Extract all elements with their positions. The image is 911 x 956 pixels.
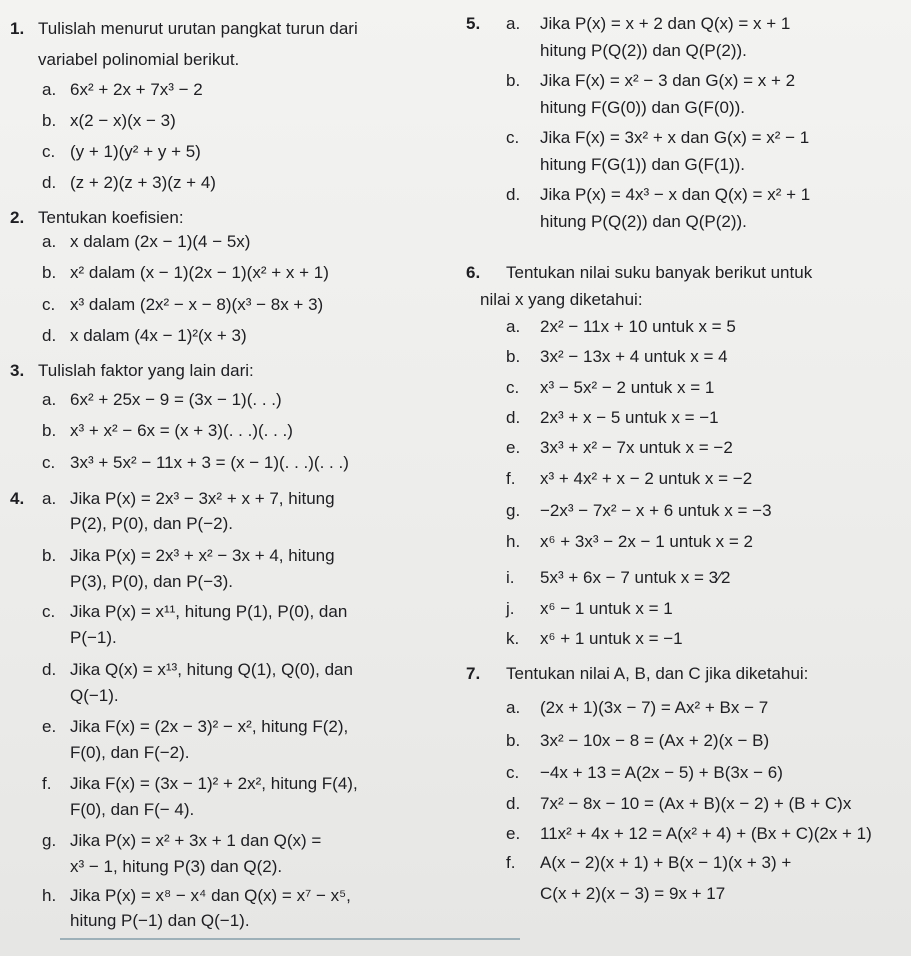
item-text: x dalam (4x − 1)²(x + 3) (70, 326, 247, 345)
item-label: f. (506, 853, 516, 872)
exercise-line (0, 856, 455, 878)
item-text: 7x² − 8x − 10 = (Ax + B)(x − 2) + (B + C)x (540, 794, 852, 813)
item-label: a. (506, 317, 521, 336)
item-text: Tulislah menurut urutan pangkat turun dari (38, 19, 358, 38)
exercise-line (0, 545, 455, 567)
question-number: 3. (10, 361, 25, 380)
item-text: Jika P(x) = 2x³ − 3x² + x + 7, hitung (70, 489, 335, 508)
item-label: d. (42, 173, 57, 192)
item-text: 2x³ + x − 5 untuk x = −1 (540, 408, 719, 427)
item-label: c. (42, 453, 56, 472)
item-text: x³ dalam (2x² − x − 8)(x³ − 8x + 3) (70, 295, 324, 314)
item-label: c. (506, 763, 520, 782)
item-text: Jika P(x) = x⁸ − x⁴ dan Q(x) = x⁷ − x⁵, (70, 886, 351, 905)
item-text: Jika F(x) = (2x − 3)² − x², hitung F(2), (70, 717, 349, 736)
item-text: nilai x yang diketahui: (480, 290, 643, 309)
item-text: hitung P(−1) dan Q(−1). (70, 911, 250, 930)
item-label: f. (506, 469, 516, 488)
item-text: F(0), dan F(− 4). (70, 800, 195, 819)
item-text: hitung P(Q(2)) dan Q(P(2)). (540, 41, 747, 60)
item-label: b. (506, 347, 521, 366)
item-text: 5x³ + 6x − 7 untuk x = 3⁄2 (540, 568, 731, 587)
item-text: (z + 2)(z + 3)(z + 4) (70, 173, 216, 192)
exercise-line (0, 141, 455, 163)
item-label: k. (506, 629, 520, 648)
item-text: Jika F(x) = 3x² + x dan G(x) = x² − 1 (540, 128, 810, 147)
item-label: f. (42, 774, 52, 793)
item-text: −2x³ − 7x² − x + 6 untuk x = −3 (540, 501, 772, 520)
item-text: 3x³ + 5x² − 11x + 3 = (x − 1)(. . .)(. . .) (70, 453, 349, 472)
item-text: hitung P(Q(2)) dan Q(P(2)). (540, 212, 747, 231)
item-text: 3x² − 13x + 4 untuk x = 4 (540, 347, 728, 366)
item-label: e. (42, 717, 57, 736)
item-text: F(0), dan F(−2). (70, 743, 190, 762)
item-text: P(2), P(0), dan P(−2). (70, 514, 233, 533)
item-text: hitung F(G(0)) dan G(F(0)). (540, 98, 745, 117)
exercise-line (0, 488, 455, 510)
exercise-line (460, 127, 911, 149)
exercise-line (0, 207, 455, 229)
item-label: d. (506, 185, 521, 204)
exercise-line (460, 598, 911, 620)
exercise-line (0, 110, 455, 132)
exercise-line (0, 325, 455, 347)
item-text: 3x² − 10x − 8 = (Ax + 2)(x − B) (540, 731, 770, 750)
question-number: 2. (10, 208, 25, 227)
exercise-line (460, 97, 911, 119)
exercise-line (0, 685, 455, 707)
exercise-line (0, 231, 455, 253)
item-text: P(3), P(0), dan P(−3). (70, 572, 233, 591)
exercise-line (460, 40, 911, 62)
item-text: Jika F(x) = (3x − 1)² + 2x², hitung F(4), (70, 774, 358, 793)
item-label: b. (506, 731, 521, 750)
exercise-line (460, 852, 911, 874)
exercise-line (460, 663, 911, 685)
item-text: Jika P(x) = x + 2 dan Q(x) = x + 1 (540, 14, 791, 33)
item-label: b. (42, 546, 57, 565)
exercise-line (0, 627, 455, 649)
exercise-line (460, 346, 911, 368)
exercise-line (0, 18, 455, 40)
question-number: 6. (466, 263, 481, 282)
item-label: b. (42, 421, 57, 440)
exercise-line (460, 377, 911, 399)
exercise-line (0, 659, 455, 681)
exercise-line (0, 294, 455, 316)
item-text: Jika F(x) = x² − 3 dan G(x) = x + 2 (540, 71, 796, 90)
question-number: 1. (10, 19, 25, 38)
exercise-line (0, 799, 455, 821)
item-text: 11x² + 4x + 12 = A(x² + 4) + (Bx + C)(2x + 1) (540, 824, 872, 843)
item-label: e. (506, 438, 521, 457)
item-text: 2x² − 11x + 10 untuk x = 5 (540, 317, 736, 336)
exercise-line (0, 601, 455, 623)
item-label: e. (506, 824, 521, 843)
item-label: c. (42, 602, 56, 621)
exercise-line (460, 883, 911, 905)
item-label: a. (506, 14, 521, 33)
exercise-line (0, 885, 455, 907)
exercise-line (0, 49, 455, 71)
item-text: x³ + 4x² + x − 2 untuk x = −2 (540, 469, 753, 488)
exercise-line (460, 793, 911, 815)
exercise-line (460, 697, 911, 719)
exercise-line (460, 13, 911, 35)
question-number: 5. (466, 14, 481, 33)
item-text: Tentukan koefisien: (38, 208, 184, 227)
exercise-line (460, 437, 911, 459)
item-label: b. (42, 111, 57, 130)
item-text: x³ + x² − 6x = (x + 3)(. . .)(. . .) (70, 421, 293, 440)
item-label: a. (42, 232, 57, 251)
item-text: Tulislah faktor yang lain dari: (38, 361, 254, 380)
item-text: Tentukan nilai A, B, dan C jika diketahui: (506, 664, 809, 683)
item-label: d. (506, 794, 521, 813)
exercise-line (0, 420, 455, 442)
item-label: a. (506, 698, 521, 717)
item-text: Tentukan nilai suku banyak berikut untuk (506, 263, 813, 282)
item-label: a. (42, 80, 57, 99)
item-text: x³ − 5x² − 2 untuk x = 1 (540, 378, 715, 397)
item-text: 3x³ + x² − 7x untuk x = −2 (540, 438, 733, 457)
question-number: 4. (10, 489, 25, 508)
item-label: h. (42, 886, 57, 905)
item-text: x⁶ + 3x³ − 2x − 1 untuk x = 2 (540, 532, 754, 551)
item-label: c. (506, 128, 520, 147)
item-text: (2x + 1)(3x − 7) = Ax² + Bx − 7 (540, 698, 769, 717)
item-text: Jika Q(x) = x¹³, hitung Q(1), Q(0), dan (70, 660, 353, 679)
item-text: 6x² + 25x − 9 = (3x − 1)(. . .) (70, 390, 282, 409)
item-label: g. (42, 831, 57, 850)
exercise-line (460, 407, 911, 429)
exercise-line (0, 773, 455, 795)
item-text: variabel polinomial berikut. (38, 50, 240, 69)
item-label: a. (42, 390, 57, 409)
item-text: Jika P(x) = 2x³ + x² − 3x + 4, hitung (70, 546, 335, 565)
item-text: x³ − 1, hitung P(3) dan Q(2). (70, 857, 283, 876)
exercise-line (0, 360, 455, 382)
exercise-line (460, 500, 911, 522)
item-label: c. (42, 142, 56, 161)
item-text: Q(−1). (70, 686, 119, 705)
divider-line (60, 938, 520, 940)
exercise-line (460, 628, 911, 650)
item-label: d. (506, 408, 521, 427)
item-text: x⁶ + 1 untuk x = −1 (540, 629, 683, 648)
item-text: A(x − 2)(x + 1) + B(x − 1)(x + 3) + (540, 853, 792, 872)
exercise-line (0, 389, 455, 411)
exercise-line (460, 531, 911, 553)
item-text: x(2 − x)(x − 3) (70, 111, 176, 130)
item-text: Jika P(x) = x¹¹, hitung P(1), P(0), dan (70, 602, 348, 621)
item-text: x⁶ − 1 untuk x = 1 (540, 599, 673, 618)
item-text: −4x + 13 = A(2x − 5) + B(3x − 6) (540, 763, 783, 782)
item-label: i. (506, 568, 515, 587)
exercise-line (460, 762, 911, 784)
exercise-line (460, 289, 911, 311)
exercise-line (460, 468, 911, 490)
item-label: h. (506, 532, 521, 551)
exercise-line (460, 154, 911, 176)
exercise-line (0, 172, 455, 194)
item-text: x² dalam (x − 1)(2x − 1)(x² + x + 1) (70, 263, 329, 282)
item-text: P(−1). (70, 628, 117, 647)
exercise-line (460, 567, 911, 589)
exercise-line (0, 79, 455, 101)
exercise-line (0, 452, 455, 474)
exercise-line (0, 513, 455, 535)
item-label: a. (42, 489, 57, 508)
item-text: Jika P(x) = x² + 3x + 1 dan Q(x) = (70, 831, 322, 850)
exercise-line (0, 830, 455, 852)
exercise-line (0, 571, 455, 593)
exercise-line (460, 184, 911, 206)
item-label: c. (506, 378, 520, 397)
item-text: Jika P(x) = 4x³ − x dan Q(x) = x² + 1 (540, 185, 811, 204)
exercise-line (460, 211, 911, 233)
item-label: b. (42, 263, 57, 282)
item-label: g. (506, 501, 521, 520)
item-text: (y + 1)(y² + y + 5) (70, 142, 201, 161)
item-text: hitung F(G(1)) dan G(F(1)). (540, 155, 745, 174)
exercise-line (0, 716, 455, 738)
item-text: x dalam (2x − 1)(4 − 5x) (70, 232, 251, 251)
question-number: 7. (466, 664, 481, 683)
item-label: c. (42, 295, 56, 314)
exercise-line (460, 823, 911, 845)
exercise-line (0, 262, 455, 284)
item-label: d. (42, 660, 57, 679)
exercise-line (460, 262, 911, 284)
exercise-line (460, 730, 911, 752)
exercise-line (0, 910, 455, 932)
exercise-line (460, 70, 911, 92)
item-text: 6x² + 2x + 7x³ − 2 (70, 80, 203, 99)
item-label: b. (506, 71, 521, 90)
item-label: d. (42, 326, 57, 345)
item-text: C(x + 2)(x − 3) = 9x + 17 (540, 884, 726, 903)
item-label: j. (506, 599, 515, 618)
exercise-line (0, 742, 455, 764)
exercise-line (460, 316, 911, 338)
